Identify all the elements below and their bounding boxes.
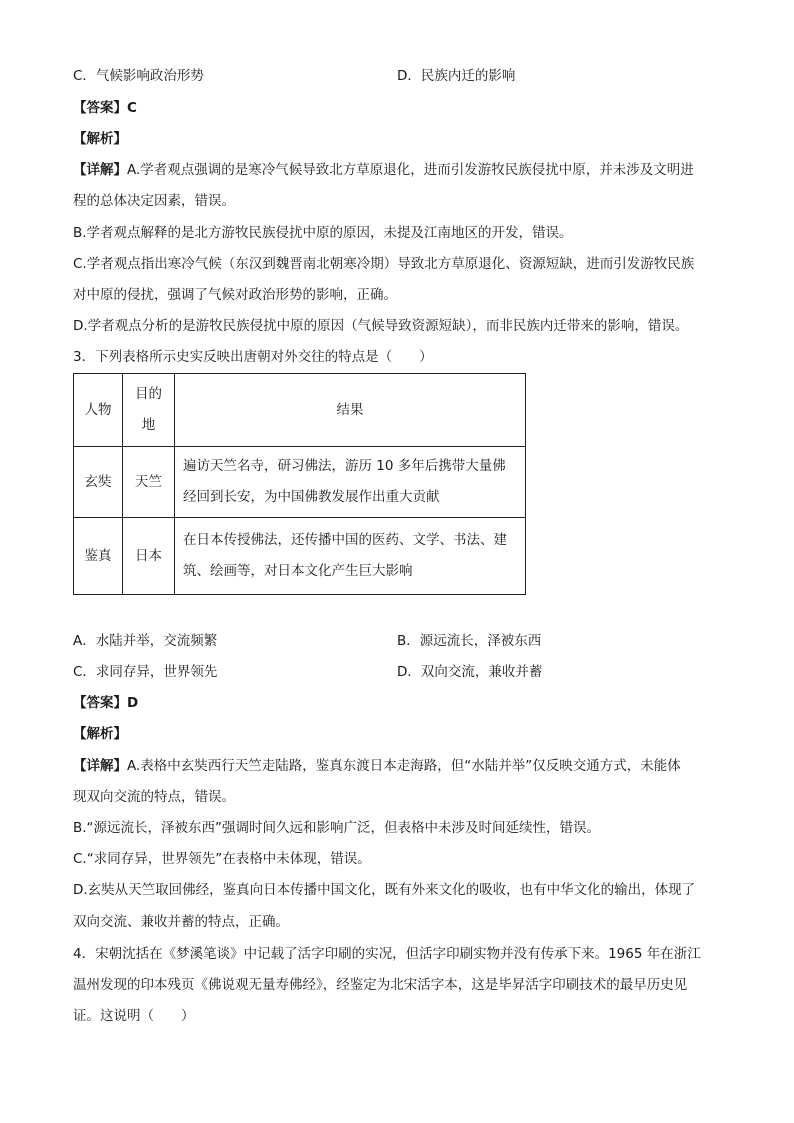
q4-stem-line2: 温州发现的印本残页《佛说观无量寿佛经》，经鉴定为北宋活字本，这是毕昇活字印刷技术的最早历史见 (73, 977, 688, 993)
q3-detail-c: C.“求同存异，世界领先”在表格中未体现，错误。 (73, 851, 371, 867)
q2-analysis-title: 【解析】 (73, 131, 127, 147)
q3-table (73, 373, 526, 595)
q3-detail-d-line2: 双向交流、兼收并蓄的特点，正确。 (73, 914, 289, 930)
q2-option-d: D．民族内迁的影响 (397, 68, 516, 84)
q3-answer: 【答案】D (73, 695, 139, 711)
cell-result (175, 447, 526, 518)
cell-destination: 天竺 (123, 447, 175, 518)
q2-detail-a-line1 (73, 160, 694, 180)
table-row (74, 447, 526, 518)
q3-detail-a-line2: 现双向交流的特点，错误。 (73, 789, 235, 805)
detail-tag: 【详解】 (73, 162, 127, 178)
cell-result-line2: 筑、绘画等，对日本文化产生巨大影响 (183, 563, 413, 579)
header-person: 人物 (74, 374, 123, 447)
table-header-row (74, 374, 526, 447)
q3-detail-a-line1 (73, 756, 681, 776)
cell-person: 玄奘 (74, 447, 123, 518)
q2-detail-a-line2: 程的总体决定因素，错误。 (73, 193, 235, 209)
cell-result-line1: 在日本传授佛法，还传播中国的医药、文学、书法、建 (183, 532, 507, 548)
cell-result-line2: 经回到长安，为中国佛教发展作出重大贡献 (183, 489, 440, 505)
header-destination-line1: 目的 (135, 386, 162, 402)
q4-stem-line3: 证。这说明（ ） (73, 1008, 195, 1024)
q3-option-d: D．双向交流，兼收并蓄 (397, 664, 543, 680)
q2-option-c: C．气候影响政治形势 (73, 68, 204, 84)
table-row (74, 518, 526, 595)
q3-option-b: B．源远流长，泽被东西 (397, 633, 542, 649)
q3-option-a: A．水陆并举，交流频繁 (73, 633, 218, 649)
cell-destination: 日本 (123, 518, 175, 595)
q3-stem: 3．下列表格所示史实反映出唐朝对外交往的特点是（ ） (73, 349, 433, 365)
detail-text: A.学者观点强调的是寒冷气候导致北方草原退化，进而引发游牧民族侵扰中原，并未涉及文明进 (127, 162, 694, 178)
q2-answer: 【答案】C (73, 100, 137, 116)
q2-detail-b: B.学者观点解释的是北方游牧民族侵扰中原的原因，未提及江南地区的开发，错误。 (73, 225, 573, 241)
cell-person: 鉴真 (74, 518, 123, 595)
q3-detail-b: B.“源远流长，泽被东西”强调时间久远和影响广泛，但表格中未涉及时间延续性，错误。 (73, 820, 601, 836)
q4-stem-line1: 4．宋朝沈括在《梦溪笔谈》中记载了活字印刷的实况，但活字印刷实物并没有传承下来。1965 年在浙江 (73, 946, 701, 962)
q3-analysis-title: 【解析】 (73, 726, 127, 742)
cell-result (175, 518, 526, 595)
q2-detail-c-line1: C.学者观点指出寒冷气候（东汉到魏晋南北朝寒冷期）导致北方草原退化、资源短缺，进而引发游牧民族 (73, 256, 695, 272)
q3-option-c: C．求同存异，世界领先 (73, 664, 218, 680)
header-destination-line2: 地 (141, 417, 156, 433)
header-result: 结果 (175, 374, 526, 447)
cell-result-line1: 遍访天竺名寺，研习佛法，游历 10 多年后携带大量佛 (183, 458, 506, 474)
q2-detail-c-line2: 对中原的侵扰，强调了气候对政治形势的影响，正确。 (73, 287, 397, 303)
detail-tag: 【详解】 (73, 758, 127, 774)
q2-detail-d: D.学者观点分析的是游牧民族侵扰中原的原因（气候导致资源短缺），而非民族内迁带来的影响，错误。 (73, 318, 689, 334)
detail-text: A.表格中玄奘西行天竺走陆路，鉴真东渡日本走海路，但“水陆并举”仅反映交通方式，未能体 (127, 758, 681, 774)
q3-detail-d-line1: D.玄奘从天竺取回佛经，鉴真向日本传播中国文化，既有外来文化的吸收，也有中华文化的输出，体现了 (73, 882, 696, 898)
header-destination (123, 374, 175, 447)
